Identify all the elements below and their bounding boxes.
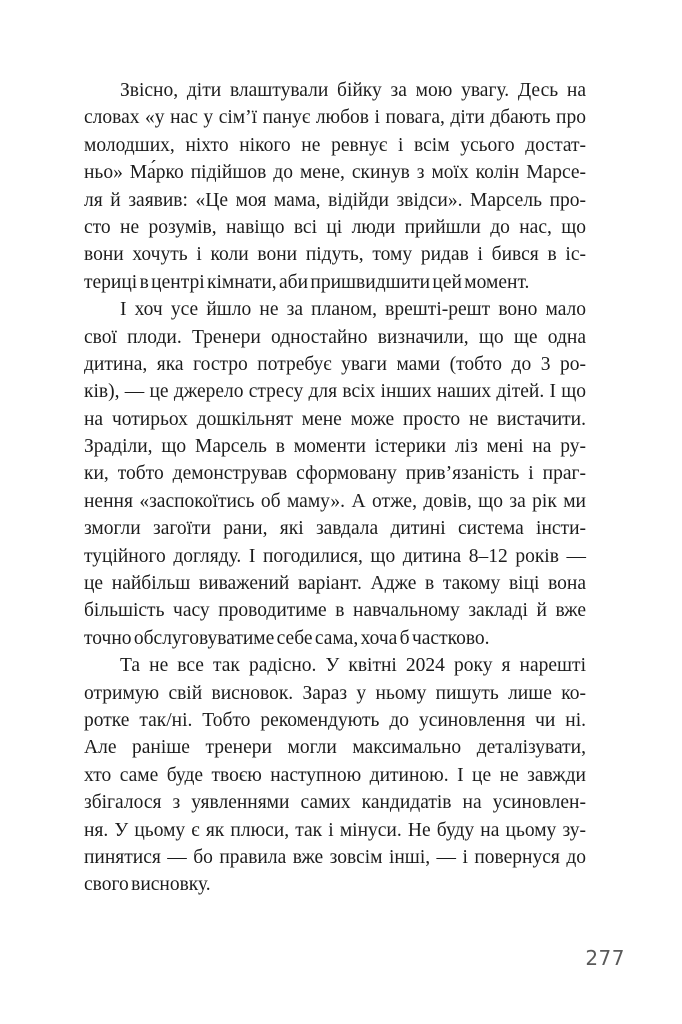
text-line: ня. У цьому є як плюси, так і мінуси. Не буду на цьому зу- [84,819,586,841]
text-body [84,77,586,899]
text-line: териці в центрі кімнати, аби пришвидшити цей момент. [84,271,530,293]
text-line: словах «у нас у сім’ї панує любов і повага, діти дбають про [84,107,586,129]
text-line: свої плоди. Тренери одностайно визначили, що ще одна [84,326,586,348]
page-number: 277 [585,946,625,970]
text-line: вони хочуть і коли вони підуть, тому ридав і бився в іс- [84,244,586,266]
text-line: точно обслуговуватиме себе сама, хоча б частково. [84,627,490,649]
text-line: отримую свій висновок. Зараз у ньому пишуть лише ко- [84,682,586,704]
text-line: нення «заспокоїтись об маму». А отже, довів, що за рік ми [84,490,586,512]
text-line: І хоч усе йшло не за планом, врешті-решт воно мало [120,299,586,321]
text-line: ків), — це джерело стресу для всіх інших наших дітей. І що [84,381,586,403]
text-line: хто саме буде твоєю наступною дитиною. І це не завжди [84,764,586,786]
text-line: збігалося з уявленнями самих кандидатів на усиновлен- [84,792,586,814]
text-line: Та не все так радісно. У квітні 2024 року я нарешті [120,655,586,677]
text-line: ки, тобто демонстрував сформовану прив’язаність і праг- [84,463,586,485]
text-line: Зраділи, що Марсель в моменти істерики ліз мені на ру- [84,436,586,458]
text-line: Але раніше тренери могли максимально деталізувати, [84,737,586,759]
text-line: це найбільш виважений варіант. Адже в такому віці вона [84,573,586,595]
text-line: ротке так/ні. Тобто рекомендують до усиновлення чи ні. [84,709,586,731]
text-line: більшість часу проводитиме в навчальному закладі й вже [84,600,586,622]
text-line: ля й заявив: «Це моя мама, відійди звідси». Марсель про- [84,189,586,211]
text-line: ньо» Ма́рко підійшов до мене, скинув з моїх колін Марсе- [84,162,586,184]
text-line: туційного догляду. І погодилися, що дитина 8–12 років — [84,545,586,567]
text-line: молодших, ніхто нікого не ревнує і всім усього достат- [84,134,586,156]
text-line: сто не розумів, навіщо всі ці люди прийшли до нас, що [84,216,586,238]
text-line: пинятися — бо правила вже зовсім інші, — і повернуся до [84,846,586,868]
text-line: Звісно, діти влаштували бійку за мою увагу. Десь на [120,80,586,101]
text-line: змогли загоїти рани, які завдала дитині система інсти- [84,518,586,540]
text-line: дитина, яка гостро потребує уваги мами (тобто до 3 ро- [84,353,586,375]
text-line: свого висновку. [84,874,211,896]
text-line: на чотирьох дошкільнят мене може просто не вистачити. [84,408,586,430]
